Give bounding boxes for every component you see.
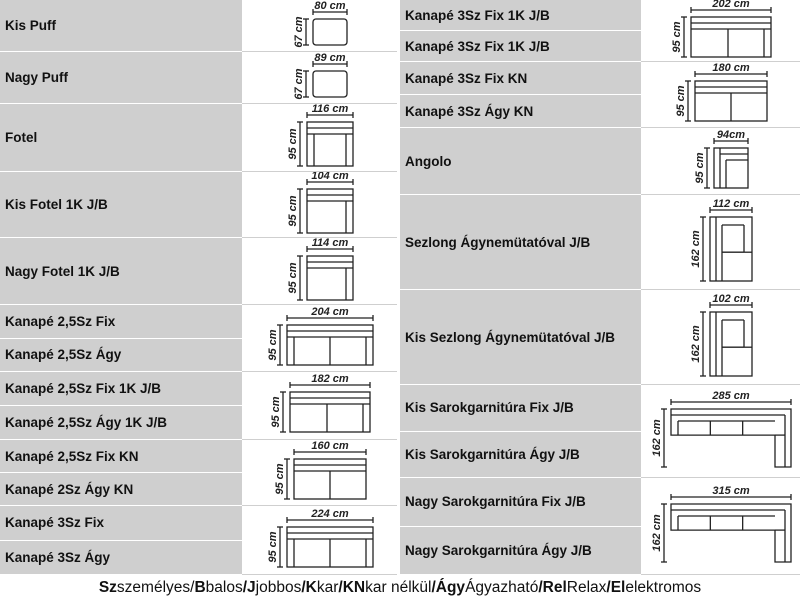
product-row (0, 305, 397, 372)
legend-text: személyes/ (116, 578, 195, 596)
depth-label: 95 cm (671, 21, 683, 53)
product-name: Kis Sezlong Ágynemütatóval J/B (400, 290, 641, 385)
puff-icon (242, 0, 397, 52)
legend-key: J (247, 578, 256, 596)
product-name: Kanapé 2,5Sz Ágy (0, 339, 242, 373)
armchair-icon (242, 104, 397, 172)
product-name: Sezlong Ágynemütatóval J/B (400, 195, 641, 290)
right-column (400, 0, 800, 575)
product-row (0, 506, 397, 575)
width-label: 182 cm (311, 373, 349, 385)
sofa-icon (242, 506, 397, 575)
legend-sep: / (606, 578, 611, 596)
legend-key: KN (342, 578, 366, 596)
product-name-cell (0, 238, 242, 305)
legend-key: Sz (98, 578, 117, 596)
product-name-cell (0, 440, 242, 506)
product-name: Nagy Fotel 1K J/B (0, 238, 242, 305)
product-row (0, 238, 397, 305)
product-name-cell (0, 305, 242, 372)
width-label: 315 cm (712, 485, 750, 497)
product-name: Kanapé 2,5Sz Fix (0, 305, 242, 339)
depth-label: 162 cm (651, 419, 663, 457)
armchair-one-arm-icon (242, 238, 397, 305)
product-diagram-cell (242, 440, 397, 506)
depth-label: 95 cm (270, 396, 282, 428)
depth-label: 95 cm (694, 152, 706, 184)
width-label: 114 cm (311, 238, 349, 249)
depth-label: 95 cm (267, 531, 279, 563)
product-name: Kanapé 2Sz Ágy KN (0, 473, 242, 506)
product-row (0, 372, 397, 440)
product-name-cell (0, 372, 242, 440)
product-diagram-cell (242, 104, 397, 172)
width-label: 104 cm (311, 172, 349, 182)
product-row (0, 0, 397, 52)
product-name-cell (0, 52, 242, 104)
width-label: 160 cm (311, 440, 349, 452)
product-diagram-cell (641, 128, 800, 195)
product-diagram-cell (242, 238, 397, 305)
product-name-cell (400, 0, 641, 62)
product-row (400, 62, 800, 128)
width-label: 180 cm (712, 62, 750, 74)
depth-label: 95 cm (287, 262, 299, 294)
chaise-icon (641, 195, 800, 290)
width-label: 80 cm (314, 0, 346, 12)
product-name: Kis Fotel 1K J/B (0, 172, 242, 238)
depth-label: 162 cm (690, 325, 702, 363)
depth-label: 67 cm (293, 68, 305, 100)
product-row (400, 195, 800, 290)
product-name: Kanapé 3Sz Ágy KN (400, 95, 641, 128)
product-diagram-cell (242, 52, 397, 104)
puff-icon (242, 52, 397, 104)
product-row (0, 172, 397, 238)
width-label: 202 cm (712, 0, 750, 10)
legend-sep: / (538, 578, 543, 596)
product-diagram-cell (242, 172, 397, 238)
product-name: Angolo (400, 128, 641, 195)
width-label: 89 cm (314, 52, 346, 64)
width-label: 102 cm (712, 293, 750, 305)
product-diagram-cell (641, 478, 800, 575)
legend-text: kar nélkül (365, 578, 432, 596)
product-name: Fotel (0, 104, 242, 172)
product-name-cell (400, 478, 641, 575)
depth-label: 95 cm (287, 128, 299, 160)
product-row (400, 290, 800, 385)
product-diagram-cell (641, 195, 800, 290)
corner-icon (641, 128, 800, 195)
legend-key: K (305, 578, 317, 596)
legend-text: Relax (566, 578, 607, 596)
product-diagram-cell (641, 290, 800, 385)
product-diagram-cell (242, 506, 397, 575)
product-row (400, 478, 800, 575)
width-label: 224 cm (311, 508, 349, 520)
product-diagram-cell (242, 372, 397, 440)
legend-key: Ágy (435, 578, 466, 596)
left-column (0, 0, 397, 575)
product-row (0, 52, 397, 104)
product-diagram-cell (242, 0, 397, 52)
legend-key: B (194, 578, 206, 596)
legend-key: El (610, 578, 626, 596)
chaise-icon (641, 290, 800, 385)
width-label: 285 cm (712, 390, 750, 402)
product-diagram-cell (641, 0, 800, 62)
legend-text: jobbos (255, 578, 302, 596)
product-name-cell (400, 128, 641, 195)
legend-sep: / (338, 578, 343, 596)
product-name-cell (400, 62, 641, 128)
depth-label: 162 cm (690, 230, 702, 268)
product-name: Kanapé 2,5Sz Fix 1K J/B (0, 372, 242, 406)
product-name-cell (0, 506, 242, 575)
product-name: Kanapé 3Sz Fix KN (400, 62, 641, 95)
product-name: Nagy Sarokgarnitúra Fix J/B (400, 478, 641, 527)
product-name: Kis Puff (0, 0, 242, 52)
product-name-cell (0, 172, 242, 238)
sofa-one-arm-icon (242, 372, 397, 440)
legend-text: kar (316, 578, 339, 596)
depth-label: 67 cm (293, 16, 305, 48)
sofa-one-arm-icon (641, 0, 800, 62)
legend-text: elektromos (625, 578, 702, 596)
depth-label: 95 cm (274, 463, 286, 495)
sofa-icon (242, 305, 397, 372)
depth-label: 95 cm (267, 329, 279, 361)
product-name-cell (400, 385, 641, 478)
depth-label: 95 cm (287, 195, 299, 227)
product-name: Kanapé 3Sz Fix (0, 506, 242, 541)
product-name: Nagy Sarokgarnitúra Ágy J/B (400, 527, 641, 576)
product-name-cell (400, 290, 641, 385)
legend (0, 575, 800, 600)
corner-sofa-icon (641, 478, 800, 575)
product-diagram-cell (641, 385, 800, 478)
product-row (0, 104, 397, 172)
width-label: 116 cm (311, 104, 349, 115)
product-name-cell (0, 0, 242, 52)
depth-label: 162 cm (651, 514, 663, 552)
width-label: 204 cm (311, 306, 349, 318)
product-row (400, 0, 800, 62)
product-name: Kis Sarokgarnitúra Ágy J/B (400, 432, 641, 479)
product-name-cell (0, 104, 242, 172)
legend-sep: / (242, 578, 248, 596)
product-name: Kanapé 3Sz Fix 1K J/B (400, 31, 641, 62)
armchair-one-arm-icon (242, 172, 397, 238)
depth-label: 95 cm (675, 85, 687, 117)
product-name: Kis Sarokgarnitúra Fix J/B (400, 385, 641, 432)
product-diagram-cell (242, 305, 397, 372)
product-name: Kanapé 2,5Sz Fix KN (0, 440, 242, 473)
product-name: Kanapé 3Sz Ágy (0, 541, 242, 576)
width-label: 112 cm (712, 198, 750, 210)
product-row (400, 385, 800, 478)
product-name: Kanapé 2,5Sz Ágy 1K J/B (0, 406, 242, 440)
legend-sep: / (431, 578, 436, 596)
product-name-cell (400, 195, 641, 290)
width-label: 94cm (716, 129, 746, 141)
legend-text: balos (205, 578, 243, 596)
product-name: Nagy Puff (0, 52, 242, 104)
product-row (400, 128, 800, 195)
product-row (0, 440, 397, 506)
sofa-no-arm-icon (242, 440, 397, 506)
legend-sep: / (301, 578, 306, 596)
legend-text: Ágyazható (465, 578, 539, 596)
product-diagram-cell (641, 62, 800, 128)
sofa-no-arm-icon (641, 62, 800, 128)
product-name: Kanapé 3Sz Fix 1K J/B (400, 0, 641, 31)
corner-sofa-icon (641, 385, 800, 478)
legend-key: Rel (542, 578, 567, 596)
